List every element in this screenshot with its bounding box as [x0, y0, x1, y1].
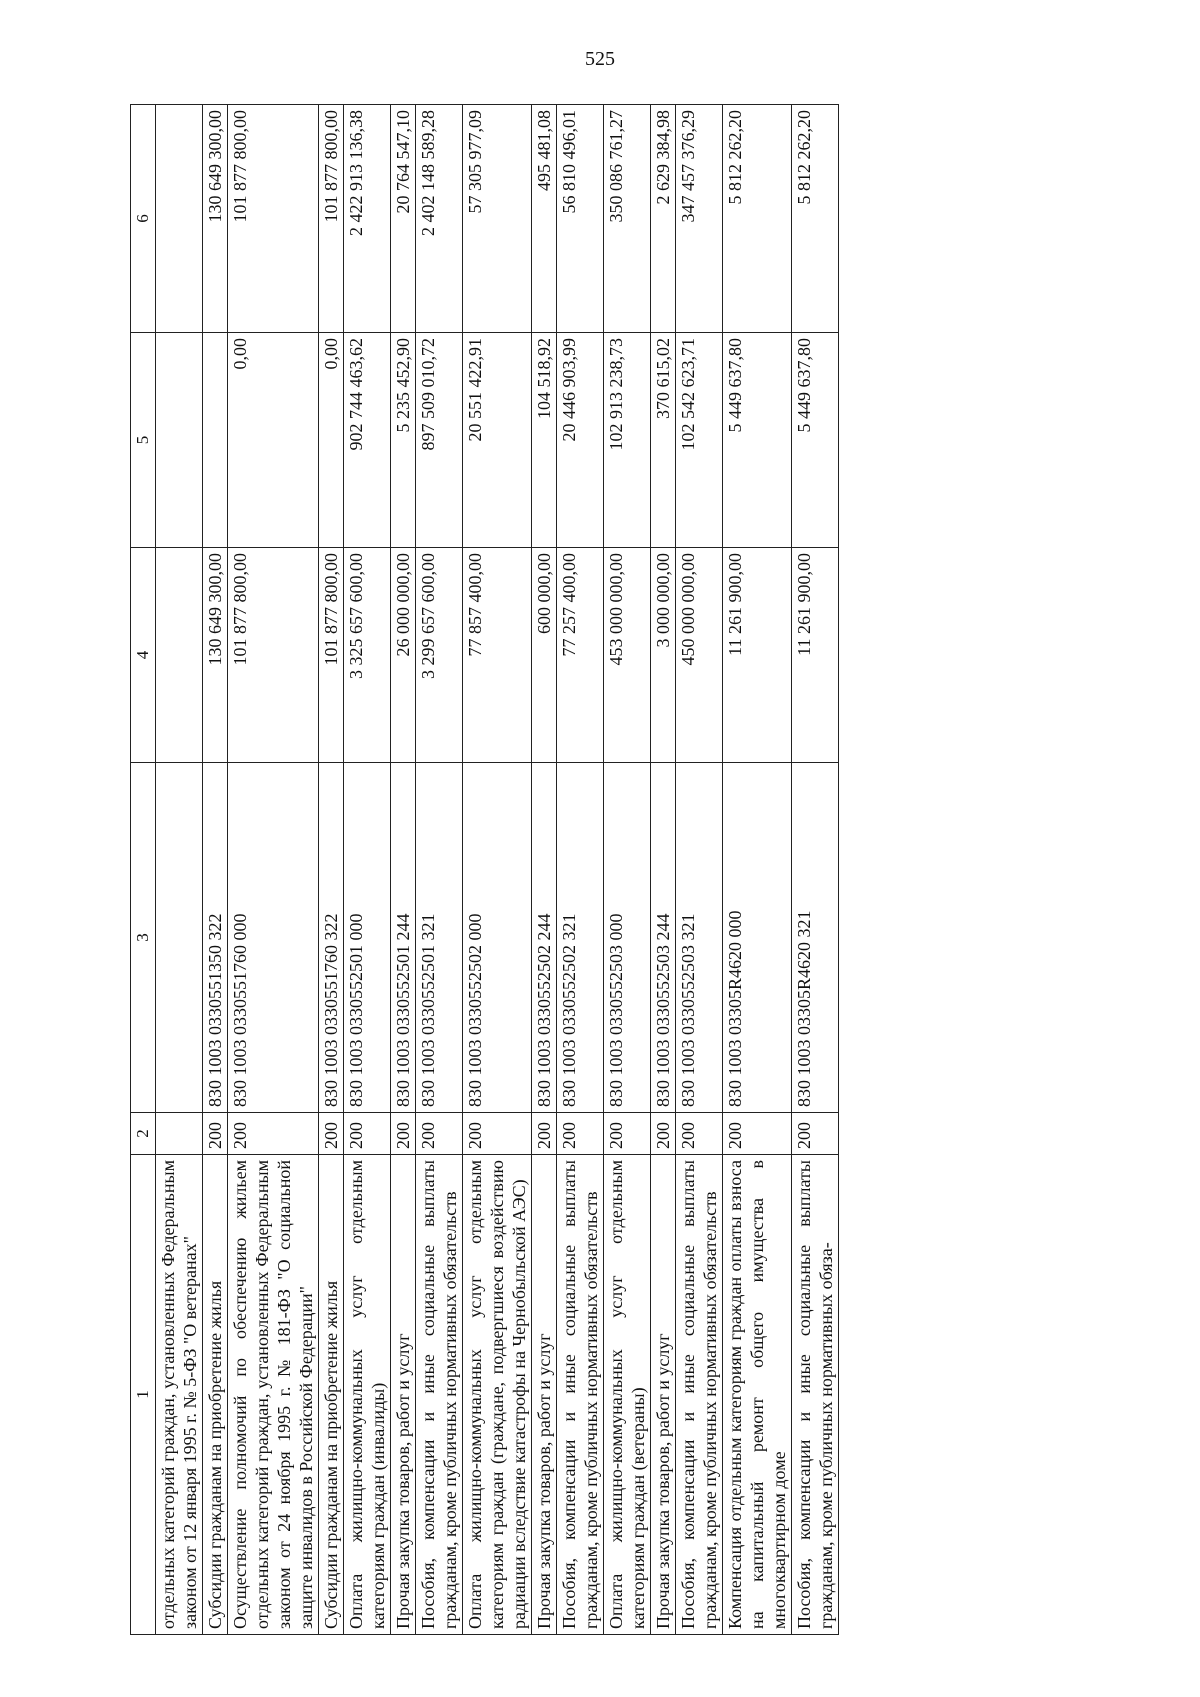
row-plan: 77 857 400,00: [463, 548, 532, 763]
row-kbk: 830 1003 0330552503 321: [676, 763, 723, 1113]
table-row: [532, 105, 557, 1635]
table-row: [228, 105, 319, 1635]
row-code: 200: [463, 1113, 532, 1155]
row-code: 200: [792, 1113, 839, 1155]
row-remaining: 2 422 913 136,38: [344, 105, 391, 333]
row-remaining: 20 764 547,10: [391, 105, 416, 333]
header-cell-5: 5: [131, 333, 156, 548]
row-code: 200: [228, 1113, 319, 1155]
row-executed: 5 449 637,80: [792, 333, 839, 548]
row-executed: 20 551 422,91: [463, 333, 532, 548]
table-row: [792, 105, 839, 1635]
row-executed: 104 518,92: [532, 333, 557, 548]
table-row: [203, 105, 228, 1635]
row-kbk: 830 1003 0330551760 322: [319, 763, 344, 1113]
row-kbk: 830 1003 0330552501 244: [391, 763, 416, 1113]
row-plan: 3 000 000,00: [651, 548, 676, 763]
row-remaining: 347 457 376,29: [676, 105, 723, 333]
row-name: Компенсация отдельным категориям граждан оплаты взноса на капитальный ремонт общего имущества в многоквартирном доме: [723, 1155, 792, 1635]
row-name: Оплата жилищно-коммунальных услуг отдельным категориям граждан (ветераны): [604, 1155, 651, 1635]
row-name: Оплата жилищно-коммунальных услуг отдельным категориям граждан (граждане, подвергшиеся воздействию радиации вследствие катастрофы на Чернобыльской АЭС): [463, 1155, 532, 1635]
row-kbk: 830 1003 03305R4620 321: [792, 763, 839, 1113]
row-executed: [203, 333, 228, 548]
row-name: Пособия, компенсации и иные социальные выплаты гражданам, кроме публичных нормативных обяза-: [792, 1155, 839, 1635]
row-plan: 3 325 657 600,00: [344, 548, 391, 763]
row-plan: 77 257 400,00: [557, 548, 604, 763]
table-row: [723, 105, 792, 1635]
table-row: [344, 105, 391, 1635]
row-code: 200: [344, 1113, 391, 1155]
table-row: [319, 105, 344, 1635]
row-kbk: 830 1003 0330552503 000: [604, 763, 651, 1113]
row-plan: 450 000 000,00: [676, 548, 723, 763]
table-row: [391, 105, 416, 1635]
row-executed: 102 913 238,73: [604, 333, 651, 548]
row-code: 200: [532, 1113, 557, 1155]
row-executed: 102 542 623,71: [676, 333, 723, 548]
row-kbk: 830 1003 0330552503 244: [651, 763, 676, 1113]
row-name: отдельных категорий граждан, установленных Федеральным законом от 12 января 1995 г. № 5-ФЗ "О ветеранах": [156, 1155, 203, 1635]
row-plan: 130 649 300,00: [203, 548, 228, 763]
table-row: [604, 105, 651, 1635]
row-name: Субсидии гражданам на приобретение жилья: [203, 1155, 228, 1635]
row-code: 200: [676, 1113, 723, 1155]
row-code: 200: [723, 1113, 792, 1155]
row-executed: 20 446 903,99: [557, 333, 604, 548]
table-row: [156, 105, 203, 1635]
rotated-table-frame: [130, 105, 1080, 1635]
row-code: 200: [416, 1113, 463, 1155]
row-executed: 0,00: [319, 333, 344, 548]
row-code: 200: [604, 1113, 651, 1155]
row-name: Пособия, компенсации и иные социальные выплаты гражданам, кроме публичных нормативных обязательств: [676, 1155, 723, 1635]
page-number: 525: [585, 48, 615, 70]
table-row: [557, 105, 604, 1635]
row-remaining: 495 481,08: [532, 105, 557, 333]
row-plan: 11 261 900,00: [792, 548, 839, 763]
row-kbk: 830 1003 03305R4620 000: [723, 763, 792, 1113]
table-row: [416, 105, 463, 1635]
row-code: 200: [391, 1113, 416, 1155]
row-name: Пособия, компенсации и иные социальные выплаты гражданам, кроме публичных нормативных обязательств: [416, 1155, 463, 1635]
row-remaining: 350 086 761,27: [604, 105, 651, 333]
header-row: [131, 105, 156, 1635]
row-remaining: [156, 105, 203, 333]
row-executed: 0,00: [228, 333, 319, 548]
row-name: Прочая закупка товаров, работ и услуг: [391, 1155, 416, 1635]
table-row: [463, 105, 532, 1635]
row-code: 200: [319, 1113, 344, 1155]
row-kbk: 830 1003 0330552501 321: [416, 763, 463, 1113]
row-name: Прочая закупка товаров, работ и услуг: [651, 1155, 676, 1635]
row-remaining: 57 305 977,09: [463, 105, 532, 333]
row-code: [156, 1113, 203, 1155]
row-executed: 902 744 463,62: [344, 333, 391, 548]
row-executed: 5 235 452,90: [391, 333, 416, 548]
row-plan: 101 877 800,00: [228, 548, 319, 763]
table-body: [131, 105, 839, 1635]
row-plan: 11 261 900,00: [723, 548, 792, 763]
header-cell-2: 2: [131, 1113, 156, 1155]
header-cell-3: 3: [131, 763, 156, 1113]
table-row: [676, 105, 723, 1635]
row-plan: [156, 548, 203, 763]
row-remaining: 101 877 800,00: [228, 105, 319, 333]
row-executed: 897 509 010,72: [416, 333, 463, 548]
row-remaining: 2 629 384,98: [651, 105, 676, 333]
row-remaining: 101 877 800,00: [319, 105, 344, 333]
header-cell-4: 4: [131, 548, 156, 763]
row-code: 200: [651, 1113, 676, 1155]
row-executed: 5 449 637,80: [723, 333, 792, 548]
row-executed: 370 615,02: [651, 333, 676, 548]
row-remaining: 5 812 262,20: [723, 105, 792, 333]
row-plan: 453 000 000,00: [604, 548, 651, 763]
row-remaining: 56 810 496,01: [557, 105, 604, 333]
row-name: Осуществление полномочий по обеспечению жильем отдельных категорий граждан, установленных Федеральным законом от 24 ноября 1995 г. № 181-ФЗ "О социальной защите инвалидов в Российской Федерации": [228, 1155, 319, 1635]
row-kbk: 830 1003 0330552502 000: [463, 763, 532, 1113]
row-remaining: 2 402 148 589,28: [416, 105, 463, 333]
row-code: 200: [557, 1113, 604, 1155]
row-kbk: 830 1003 0330552502 244: [532, 763, 557, 1113]
row-kbk: 830 1003 0330552501 000: [344, 763, 391, 1113]
row-executed: [156, 333, 203, 548]
row-plan: 600 000,00: [532, 548, 557, 763]
row-plan: 26 000 000,00: [391, 548, 416, 763]
row-plan: 3 299 657 600,00: [416, 548, 463, 763]
row-name: Субсидии гражданам на приобретение жилья: [319, 1155, 344, 1635]
row-kbk: 830 1003 0330552502 321: [557, 763, 604, 1113]
budget-table: [130, 104, 839, 1635]
row-name: Пособия, компенсации и иные социальные выплаты гражданам, кроме публичных нормативных обязательств: [557, 1155, 604, 1635]
header-cell-6: 6: [131, 105, 156, 333]
table-row: [651, 105, 676, 1635]
row-code: 200: [203, 1113, 228, 1155]
row-plan: 101 877 800,00: [319, 548, 344, 763]
row-remaining: 130 649 300,00: [203, 105, 228, 333]
row-kbk: [156, 763, 203, 1113]
row-kbk: 830 1003 0330551350 322: [203, 763, 228, 1113]
row-kbk: 830 1003 0330551760 000: [228, 763, 319, 1113]
row-name: Прочая закупка товаров, работ и услуг: [532, 1155, 557, 1635]
header-cell-1: 1: [131, 1155, 156, 1635]
row-remaining: 5 812 262,20: [792, 105, 839, 333]
row-name: Оплата жилищно-коммунальных услуг отдельным категориям граждан (инвалиды): [344, 1155, 391, 1635]
